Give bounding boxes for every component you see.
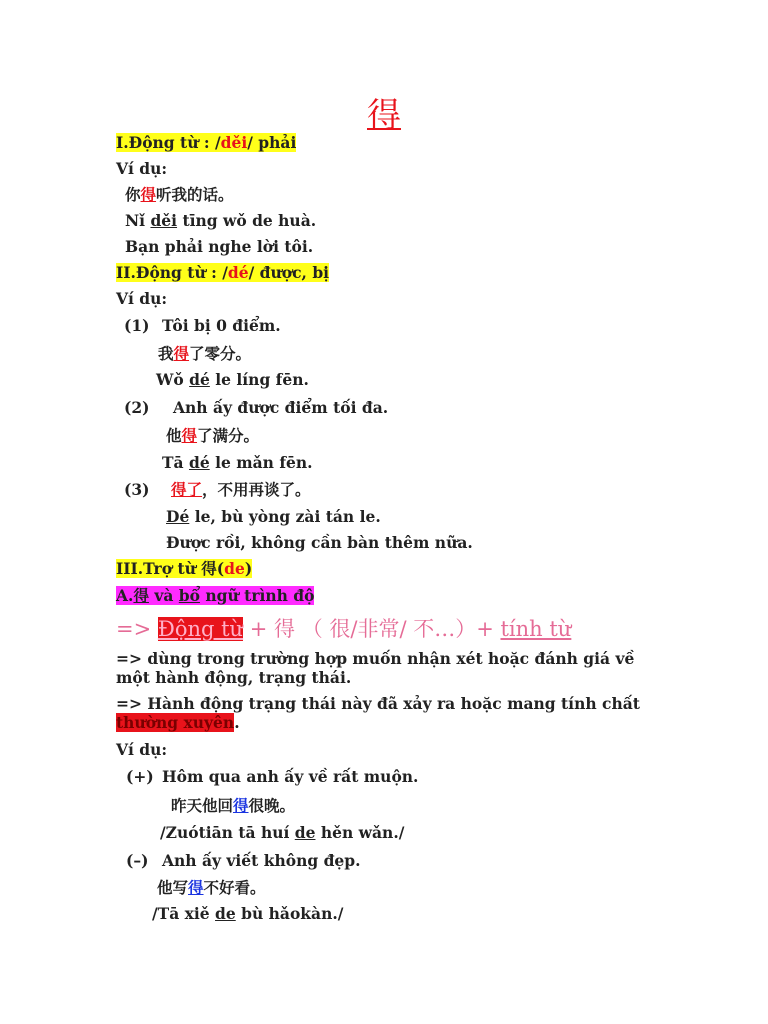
subsection-a-bo: bổ [178, 586, 200, 605]
s2-ex3-number: (3) [124, 480, 150, 499]
s3-ex2-vietnamese: Anh ấy viết không đẹp. [162, 851, 361, 870]
s3-ex1-chinese [171, 796, 295, 816]
section-3-label: III.Trợ từ [116, 559, 202, 578]
s3-ex1-pinyin [160, 823, 404, 843]
s2-ex3-py-c: le, bù yòng zài tán le. [189, 507, 381, 526]
subsection-a-char: 得 [133, 586, 149, 605]
s3-ex2-py-c: bù hǎokàn./ [235, 904, 344, 923]
s2-ex3-vietnamese: Được rồi, không cần bàn thêm nữa. [166, 533, 473, 552]
ex1-py-highlight: děi [150, 211, 178, 230]
s2-ex2-vietnamese: Anh ấy được điểm tối đa. [173, 398, 389, 417]
s3-ex2-pinyin [152, 904, 343, 924]
rule-2-text: => Hành động trạng thái này đã xảy ra hoặc mang tính chất [116, 694, 640, 713]
formula-adjective: tính từ [500, 617, 572, 641]
s2-ex1-py-c: le líng fēn. [209, 370, 309, 389]
section-1-heading [116, 133, 296, 153]
rule-2-highlight: thường xuyên [116, 713, 235, 732]
subsection-a-and: và [148, 586, 179, 605]
ex1-zh-a: 你 [125, 185, 141, 204]
formula-verb: Động từ [157, 617, 244, 641]
s2-ex1-pinyin [156, 370, 309, 390]
s2-ex3-zh-c: ，不用再谈了。 [202, 480, 311, 499]
s3-ex1-vietnamese: Hôm qua anh ấy về rất muộn. [162, 767, 419, 786]
s3-ex2-zh-a: 他写 [157, 878, 189, 897]
formula-arrow: => [116, 617, 158, 641]
subsection-a-letter: A. [116, 586, 134, 605]
s2-ex1-zh-highlight: 得 [173, 344, 190, 363]
rule-2 [116, 694, 661, 732]
section-2-label: II.Động từ : / [116, 263, 228, 282]
s2-ex2-number: (2) [124, 398, 150, 417]
ex1-vietnamese: Bạn phải nghe lời tôi. [125, 237, 314, 256]
s3-ex1-number: (+) [126, 767, 154, 786]
section-3-char: 得( [201, 559, 225, 578]
s3-ex2-chinese [157, 878, 266, 898]
s2-ex1-vietnamese: Tôi bị 0 điểm. [162, 316, 281, 335]
s2-ex2-zh-a: 他 [166, 426, 182, 445]
s2-ex3-pinyin [166, 507, 381, 527]
ex1-pinyin [125, 211, 316, 231]
section-1-pinyin: děi [220, 133, 248, 152]
rule-2-end: . [234, 713, 240, 732]
section-2-pinyin: dé [227, 263, 249, 282]
s2-ex1-number: (1) [124, 316, 150, 335]
s2-ex2-chinese [166, 426, 259, 446]
s2-ex3-chinese [171, 480, 311, 500]
s2-ex1-zh-c: 了零分。 [189, 344, 252, 363]
s2-ex1-zh-a: 我 [158, 344, 174, 363]
page-title: 得 [367, 96, 401, 136]
ex1-py-a: Nǐ [125, 211, 151, 230]
section-1-meaning: / phải [247, 133, 297, 152]
s3-ex2-py-highlight: de [215, 904, 236, 923]
subsection-a-rest: ngữ trình độ [199, 586, 315, 605]
s3-ex1-py-a: /Zuótiān tā huí [160, 823, 295, 842]
s3-ex2-number: (–) [126, 851, 149, 870]
subsection-a-heading [116, 586, 314, 606]
ex1-py-c: tīng wǒ de huà. [177, 211, 317, 230]
example-label-2: Ví dụ: [116, 289, 168, 308]
s2-ex1-py-a: Wǒ [156, 370, 190, 389]
example-label-3: Ví dụ: [116, 740, 168, 759]
s2-ex2-zh-c: 了满分。 [197, 426, 260, 445]
s2-ex3-py-highlight: Dé [166, 507, 190, 526]
formula-middle: + 得 （ 很/非常/ 不…）+ [243, 617, 501, 641]
ex1-zh-c: 听我的话。 [156, 185, 234, 204]
s3-ex1-py-highlight: de [294, 823, 316, 842]
section-3-pinyin: de [224, 559, 245, 578]
section-2-meaning: / được, bị [248, 263, 330, 282]
section-2-heading [116, 263, 329, 283]
s3-ex2-zh-highlight: 得 [188, 878, 204, 897]
s2-ex1-chinese [158, 344, 251, 364]
ex1-zh-highlight: 得 [140, 185, 157, 204]
s2-ex2-pinyin [162, 453, 313, 473]
s2-ex2-py-highlight: dé [188, 453, 210, 472]
s3-ex1-zh-c: 很晚。 [248, 796, 296, 815]
s2-ex3-zh-highlight: 得了 [171, 480, 203, 499]
section-3-heading [116, 559, 252, 579]
s2-ex1-py-highlight: dé [189, 370, 210, 389]
s2-ex2-zh-highlight: 得 [181, 426, 198, 445]
ex1-chinese [125, 185, 234, 205]
rule-1: => dùng trong trường hợp muốn nhận xét hoặc đánh giá về một hành động, trạng thái. [116, 649, 635, 687]
s3-ex1-py-c: hěn wǎn./ [315, 823, 405, 842]
s3-ex2-zh-c: 不好看。 [203, 878, 266, 897]
s2-ex2-py-c: le mǎn fēn. [209, 453, 313, 472]
s2-ex2-py-a: Tā [162, 453, 189, 472]
s3-ex1-zh-highlight: 得 [233, 796, 249, 815]
example-label-1: Ví dụ: [116, 159, 168, 178]
s3-ex2-py-a: /Tā xiě [152, 904, 216, 923]
s3-ex1-zh-a: 昨天他回 [171, 796, 234, 815]
grammar-formula [116, 615, 571, 643]
section-3-close: ) [244, 559, 253, 578]
section-1-label: I.Động từ : / [116, 133, 221, 152]
